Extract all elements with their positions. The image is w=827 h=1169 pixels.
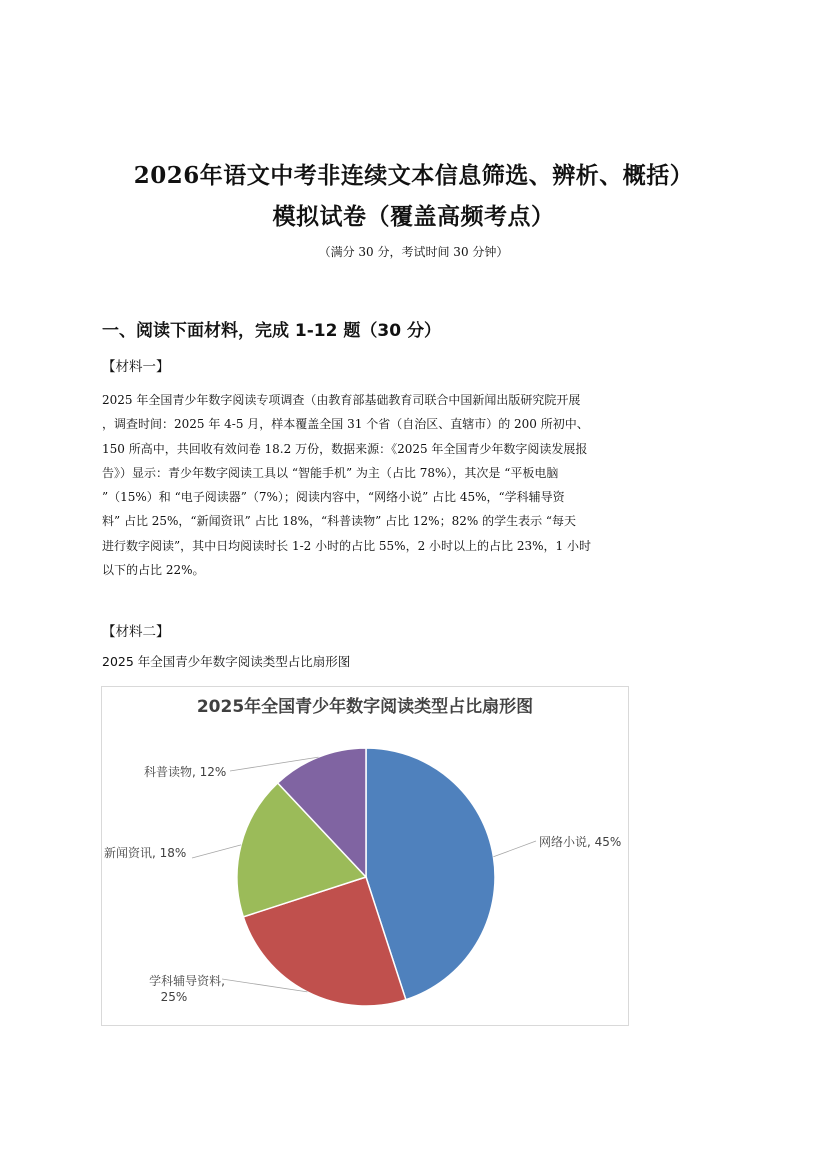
material1-line: 以下的占比 22%。 [102, 563, 205, 578]
slice-label-xinwenzixun: 新闻资讯, 18% [104, 846, 187, 860]
material1-line: 2025 年全国青少年数字阅读专项调查（由教育部基础教育司联合中国新闻出版研究院开展 [102, 393, 581, 407]
material1-paragraph [102, 388, 722, 582]
chart-title: 2025年全国青少年数字阅读类型占比扇形图 [196, 697, 534, 717]
chart-caption: 2025 年全国青少年数字阅读类型占比扇形图 [102, 654, 351, 669]
material1-line: 告》）显示：青少年数字阅读工具以 “智能手机” 为主（占比 78%），其次是 “平板电脑 [102, 465, 559, 480]
material1-label: 【材料一】 [102, 359, 170, 375]
leader-line [493, 841, 536, 857]
doc-title-line2: 模拟试卷（覆盖高频考点） [272, 203, 555, 230]
leader-line [192, 845, 241, 858]
slice-label-xuekefudao [149, 973, 229, 1004]
material1-line: ，调查时间：2025 年 4-5 月，样本覆盖全国 31 个省（自治区、直辖市）的 200 所初中、 [102, 417, 589, 432]
exam-subtitle: （满分 30 分，考试时间 30 分钟） [318, 245, 509, 259]
slice-label-xuekefudao-line1: 学科辅导资料, [149, 974, 225, 988]
slice-label-xuekefudao-line2: 25% [160, 990, 188, 1004]
section-heading: 一、阅读下面材料，完成 1-12 题（30 分） [102, 321, 441, 341]
material2-label: 【材料二】 [102, 624, 170, 640]
slice-label-wangluoxiaoshuo: 网络小说, 45% [539, 835, 622, 849]
pie-chart [102, 687, 628, 1025]
material1-line: 料” 占比 25%，“新闻资讯” 占比 18%，“科普读物” 占比 12%；82% 的学生表示 “每天 [102, 514, 577, 529]
material1-line: 进行数字阅读”，其中日均阅读时长 1-2 小时的占比 55%，2 小时以上的占比 23%，1 小时 [102, 538, 591, 553]
slice-label-kepuduwu: 科普读物, 12% [144, 765, 227, 779]
material1-line: ”（15%）和 “电子阅读器”（7%）；阅读内容中，“网络小说” 占比 45%，“学科辅导资 [102, 490, 565, 505]
pie-chart-frame [101, 686, 629, 1026]
material1-line: 150 所高中，共回收有效问卷 18.2 万份，数据来源：《2025 年全国青少年数字阅读发展报 [102, 441, 588, 456]
doc-title-line1: 2026年语文中考非连续文本信息筛选、辨析、概括） [133, 162, 694, 189]
